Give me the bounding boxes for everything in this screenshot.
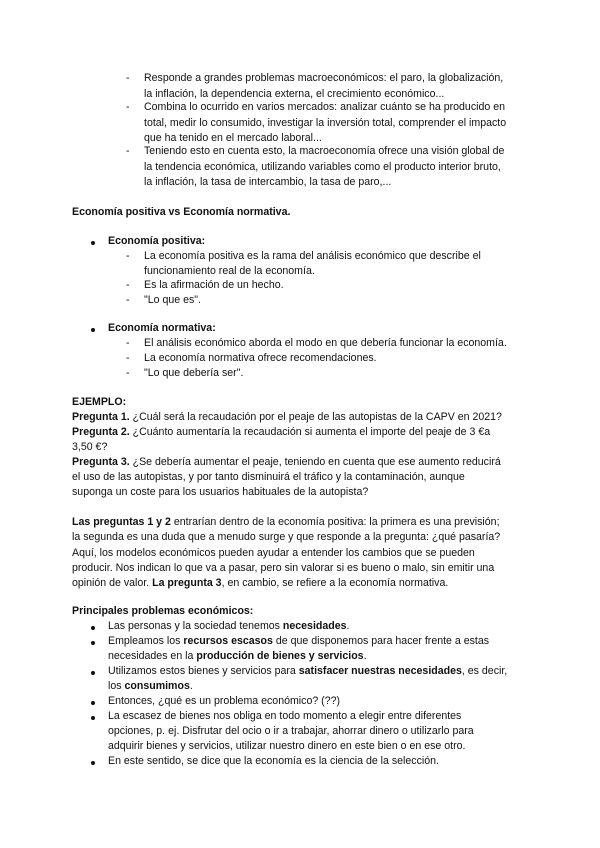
dash-marker: -	[126, 101, 130, 113]
problem-item-cont	[108, 648, 367, 664]
bold-phrase: necesidades	[282, 620, 347, 632]
question-3-text: ¿Se debería aumentar el peaje, teniendo en cuenta que ese aumento reducirá	[129, 456, 501, 468]
question-3-label: Pregunta 3.	[72, 456, 130, 468]
question-1-label: Pregunta 1.	[72, 411, 130, 423]
dash-marker: -	[126, 337, 130, 349]
item-text: , es decir,	[461, 665, 508, 677]
problem-item: Entonces, ¿qué es un problema económico? (??)	[108, 695, 341, 707]
question-3	[72, 454, 501, 470]
question-2-label: Pregunta 2.	[72, 426, 130, 438]
item-text: .	[363, 650, 367, 662]
bullet-marker	[91, 761, 95, 765]
bold-phrase: satisfacer nuestras necesidades	[298, 665, 462, 677]
bullet-marker	[91, 328, 95, 332]
bullet-marker	[91, 716, 95, 720]
list-item-line: La economía normativa ofrece recomendaciones.	[144, 352, 377, 364]
problems-title: Principales problemas económicos:	[72, 605, 254, 617]
bullet-marker	[91, 641, 95, 645]
problem-item-cont: adquirir bienes y servicios, utilizar nuestro dinero en este bien o en ese otro.	[108, 740, 466, 752]
problem-item	[108, 663, 507, 679]
question-1	[72, 409, 502, 425]
question-2	[72, 424, 490, 440]
list-item-line: "Lo que es".	[144, 294, 201, 306]
paragraph-text: opinión de valor.	[72, 577, 153, 589]
question-2-text-cont: 3,50 €?	[72, 441, 108, 453]
question-3-text-cont: el uso de las autopistas, y por tanto disminuirá el tráfico y la contaminación, aunque	[72, 471, 465, 483]
problem-item-cont	[108, 678, 193, 694]
example-title: EJEMPLO:	[72, 396, 127, 408]
normative-heading: Economía normativa:	[108, 322, 216, 334]
list-item-line: la tendencia económica, utilizando variables como el producto interior bruto,	[144, 161, 501, 173]
list-item-line: que ha tenido en el mercado laboral...	[144, 132, 322, 144]
problem-item: La escasez de bienes nos obliga en todo momento a elegir entre diferentes	[108, 710, 462, 722]
paragraph-line: producir. Nos indican lo que va a pasar, pero sin valorar si es bueno o malo, sin emitir una	[72, 562, 495, 574]
paragraph-line	[72, 514, 500, 530]
dash-marker: -	[126, 352, 130, 364]
list-item-line: la inflación, la tasa de intercambio, la tasa de paro,...	[144, 176, 392, 188]
paragraph-text: entrarían dentro de la economía positiva: la primera es una previsión;	[170, 516, 500, 528]
problem-item-cont: opciones, p. ej. Disfrutar del ocio o ir a trabajar, ahorrar dinero o utilizarlo para	[108, 725, 474, 737]
list-item-line: total, medir lo consumido, investigar la inversión total, comprender el impacto	[144, 117, 507, 129]
bold-phrase: Las preguntas 1 y 2	[72, 516, 171, 528]
dash-marker: -	[126, 250, 130, 262]
item-text: necesidades en la	[108, 650, 197, 662]
dash-marker: -	[126, 367, 130, 379]
list-item-line: Combina lo ocurrido en varios mercados: analizar cuánto se ha producido en	[144, 101, 505, 113]
bullet-marker	[91, 671, 95, 675]
question-2-text: ¿Cuánto aumentaría la recaudación si aumenta el importe del peaje de 3 €a	[129, 426, 491, 438]
dash-marker: -	[126, 145, 130, 157]
list-item-line: Teniendo esto en cuenta esto, la macroeconomía ofrece una visión global de	[144, 145, 505, 157]
list-item-line: Es la afirmación de un hecho.	[144, 279, 284, 291]
dash-marker: -	[126, 279, 130, 291]
bullet-marker	[91, 241, 95, 245]
list-item-line: funcionamiento real de la economía.	[144, 265, 315, 277]
positive-heading: Economía positiva:	[108, 235, 206, 247]
question-1-text: ¿Cuál será la recaudación por el peaje de las autopistas de la CAPV en 2021?	[129, 411, 502, 423]
list-item-line: La economía positiva es la rama del análisis económico que describe el	[144, 250, 481, 262]
question-3-text-cont: suponga un coste para los usuarios habituales de la autopista?	[72, 486, 369, 498]
problem-item: En este sentido, se dice que la economía es la ciencia de la selección.	[108, 755, 439, 767]
item-text: de que disponemos para hacer frente a estas	[272, 635, 490, 647]
dash-marker: -	[126, 72, 130, 84]
dash-marker: -	[126, 294, 130, 306]
bold-phrase: La pregunta 3	[152, 577, 222, 589]
problem-item	[108, 618, 349, 634]
list-item-line: Responde a grandes problemas macroeconómicos: el paro, la globalización,	[144, 72, 504, 84]
bullet-marker	[91, 626, 95, 630]
paragraph-text: , en cambio, se refiere a la economía normativa.	[221, 577, 449, 589]
item-text: .	[346, 620, 350, 632]
item-text: Utilizamos estos bienes y servicios para	[108, 665, 299, 677]
list-item-line: "Lo que debería ser".	[144, 367, 244, 379]
paragraph-line: la segunda es una duda que a menudo surge y que responde a la pregunta: ¿qué pasaría?	[72, 531, 501, 543]
item-text: Empleamos los	[108, 635, 184, 647]
paragraph-line	[72, 575, 448, 591]
item-text: .	[189, 680, 193, 692]
problem-item	[108, 633, 489, 649]
section-title: Economía positiva vs Economía normativa.	[72, 206, 291, 218]
bold-phrase: consumimos	[124, 680, 190, 692]
item-text: los	[108, 680, 125, 692]
item-text: Las personas y la sociedad tenemos	[108, 620, 283, 632]
list-item-line: El análisis económico aborda el modo en que debería funcionar la economía.	[144, 337, 507, 349]
bold-phrase: producción de bienes y servicios	[196, 650, 364, 662]
list-item-line: la inflación, la dependencia externa, el crecimiento económico...	[144, 88, 445, 100]
paragraph-line: Aquí, los modelos económicos pueden ayudar a entender los cambios que se pueden	[72, 547, 475, 559]
bold-phrase: recursos escasos	[183, 635, 273, 647]
bullet-marker	[91, 701, 95, 705]
